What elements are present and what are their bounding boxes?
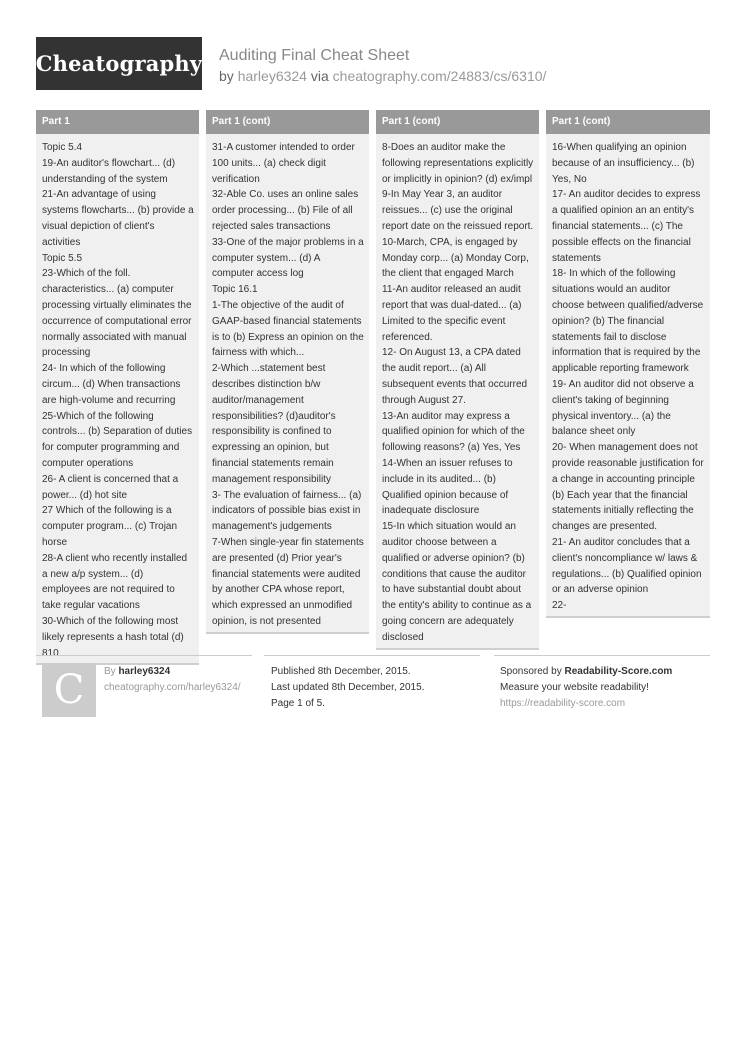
column-2 [206,110,369,634]
column-line: 14-When an issuer refuses to include in its audited... (b) Qualified opinion because of inadequate disclosure [382,457,513,517]
column-line: 33-One of the major problems in a computer system... (d) A computer access log [212,236,364,280]
column-line: 23-Which of the foll. characteristics... (a) computer processing virtually eliminates the occurrence of computational error normally associated with manual processing [42,268,192,359]
column-header: Part 1 (cont) [546,110,710,134]
column-line: 27 Which of the following is a computer program... (c) Trojan horse [42,505,178,548]
column-line: 17- An auditor decides to express a qualified opinion an an entity's financial statements... (c) The possible effects on the financial statements [552,189,701,264]
published-date: Published 8th December, 2015. [271,666,411,677]
sponsor-tagline: Measure your website readability! [500,682,649,693]
column-line: 31-A customer intended to order 100 units... (a) check digit verification [212,142,355,185]
column-line: 11-An auditor released an audit report that was dual-dated... (a) Limited to the specific event referenced. [382,284,522,343]
footer-by-label: By [104,666,116,677]
header-title-block [219,46,546,85]
footer-author-text [104,664,241,696]
column-line: Topic 5.5 [42,252,83,264]
sponsor-name-link[interactable]: Readability-Score.com [564,666,673,677]
column-body [376,134,539,650]
column-line: 12- On August 13, a CPA dated the audit report... (a) All subsequent events that occurred through August 27. [382,347,528,406]
column-line: 21- An auditor concludes that a client's noncompliance w/ laws & regulations... (b) Qualified opinion or an adverse opinion [552,536,702,596]
column-line: 20- When management does not provide reasonable justification for a change in accounting principle (b) Each year that the financial statements initially reflecting the changes are presented. [552,442,704,533]
column-header: Part 1 (cont) [206,110,369,134]
page-footer [36,655,710,725]
footer-dates-section [264,655,480,725]
column-line: 10-March, CPA, is engaged by Monday corp... (a) Monday Corp, the client that engaged March [382,236,529,280]
column-line: 22- [552,600,567,612]
sponsor-url-link[interactable]: https://readability-score.com [500,698,626,709]
column-line: 7-When single-year fin statements are presented (d) Prior year's financial statements were audited by another CPA whose report, which expressed an unmodified opinion, is not presented [212,536,364,627]
column-line: 18- In which of the following situations would an auditor choose between qualified/adverse opinion? (b) The financial statements fail to disclose information that is required by the applicable reporting framework [552,268,704,375]
cheatography-logo[interactable]: Cheatography [36,37,202,90]
column-4 [546,110,710,618]
column-line: 2-Which ...statement best describes distinction b/w auditor/management responsibilities? (d)auditor's responsibility is confined to expressing an opinion, but financial statements remain management responsibility [212,363,336,485]
column-line: 28-A client who recently installed a new a/p system... (d) employees are not required to take regular vacations [42,552,188,612]
footer-sponsor-section [494,655,710,725]
column-body [36,134,199,665]
column-line: 26- A client is concerned that a power... (d) hot site [42,473,179,501]
footer-author-link[interactable]: harley6324 [118,666,171,677]
footer-sponsor-text [500,664,672,712]
column-line: 25-Which of the following controls... (b) Separation of duties for computer programming and computer operations [42,410,193,469]
footer-author-section [36,655,252,725]
sponsor-label: Sponsored by [500,666,562,677]
sheet-url-link[interactable]: cheatography.com/24883/cs/6310/ [332,68,547,84]
column-1 [36,110,199,665]
by-label: by [219,68,234,84]
updated-date: Last updated 8th December, 2015. [271,682,425,693]
via-label: via [310,68,329,84]
footer-dates-text [271,664,424,712]
column-line: 19-An auditor's flowchart... (d) understanding of the system [42,157,176,185]
avatar[interactable]: C [42,663,96,717]
byline [219,67,546,85]
column-line: 13-An auditor may express a qualified opinion for which of the following reasons? (a) Yes, Yes [382,410,525,454]
column-line: 30-Which of the following most likely represents a hash total (d) 810 [42,615,184,659]
column-line: 21-An advantage of using systems flowcharts... (b) provide a visual depiction of client's activities [42,189,194,248]
column-line: 1-The objective of the audit of GAAP-based financial statements is to (b) Express an opinion on the fairness with which... [212,299,364,359]
column-line: 24- In which of the following circum... (d) When transactions are high-volume and recurring [42,363,181,406]
column-header: Part 1 [36,110,199,134]
column-line: 8-Does an auditor make the following representations explicitly or implicitly in opinion? (d) ex/impl [382,142,534,185]
author-link[interactable]: harley6324 [237,68,307,84]
column-line: Topic 5.4 [42,142,83,153]
column-header: Part 1 (cont) [376,110,539,134]
cheat-sheet-columns [36,110,710,659]
column-line: 3- The evaluation of fairness... (a) indicators of possible bias exist in management's judgements [212,489,362,533]
column-line: 16-When qualifying an opinion because of an insufficiency... (b) Yes, No [552,142,695,185]
column-line: Topic 16.1 [212,284,258,296]
column-line: 15-In which situation would an auditor choose between a qualified or adverse opinion? (b) conditions that cause the auditor to have substantial doubt about the entity's ability to continue as a going concern are adequately disclosed [382,521,532,643]
column-line: 32-Able Co. uses an online sales order processing... (b) File of all rejected sales transactions [212,189,359,232]
footer-author-url[interactable]: cheatography.com/harley6324/ [104,682,241,693]
page-title: Auditing Final Cheat Sheet [219,47,410,64]
page-number: Page 1 of 5. [271,698,325,709]
column-line: 9-In May Year 3, an auditor reissues... (c) use the original report date on the reissued report. [382,189,534,232]
column-line: 19- An auditor did not observe a client's taking of beginning physical inventory... (a) the balance sheet only [552,378,694,438]
column-body [206,134,369,634]
column-body [546,134,710,618]
column-3 [376,110,539,650]
